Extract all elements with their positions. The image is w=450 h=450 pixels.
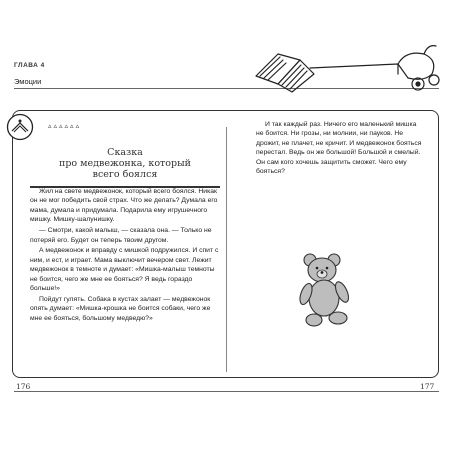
footer-divider bbox=[14, 391, 439, 392]
page-number-right: 177 bbox=[420, 382, 435, 391]
story-paragraph: И так каждый раз. Ничего его маленький мишка не боится. Ни грозы, ни молнии, ни пауков. Не дрожит, не плачет, не кричит. И медвежонок бояться перестал. Ведь он же большой! Большой и смелый. Он сам кого хочешь защитить сможет. Чего ему бояться? bbox=[256, 121, 422, 176]
story-paragraph: Жил на свете медвежонок, который всего боялся. Никак он не мог победить свой страх. Что же делать? Думала его мама, думала и придумала. Подарила ему игрушечного мишку. Мишку-шалунишку. bbox=[30, 188, 218, 224]
story-paragraph: А медвежонок и вправду с мишкой подружился. И спит с ним, и ест, и играет. Мама выключит вечером свет. Лежит медвежонок в темноте и думает: «Мишка-малыш темноты не боится, чего же мне ее бояться? Я ведь гораздо больше!» bbox=[30, 247, 219, 293]
page-number-left: 176 bbox=[16, 382, 31, 391]
story-paragraph: Пойдут гулять. Собака в кустах залает — медвежонок опять думает: «Мишка-крошка не боится собаки, чего же мне ее бояться, большому медведю?» bbox=[30, 295, 211, 322]
right-story-text bbox=[256, 120, 424, 178]
story-title-line: всего боялся bbox=[92, 169, 158, 180]
teddy-bear-illustration bbox=[296, 250, 356, 330]
story-title-line: про медвежонка, который bbox=[58, 158, 192, 169]
left-story-text bbox=[30, 187, 222, 325]
story-title-line: Сказка bbox=[107, 147, 143, 158]
story-paragraph: — Смотри, какой малыш, — сказала она. — Только не потеряй его. Будет он теперь твоим другом. bbox=[30, 227, 212, 244]
story-title bbox=[30, 147, 220, 188]
section-title: Эмоции bbox=[14, 77, 42, 86]
book-and-toy-illustration bbox=[248, 34, 448, 96]
decorative-triangles: ▵▵▵▵▵▵ bbox=[48, 123, 82, 130]
chapter-label: ГЛАВА 4 bbox=[14, 62, 45, 69]
